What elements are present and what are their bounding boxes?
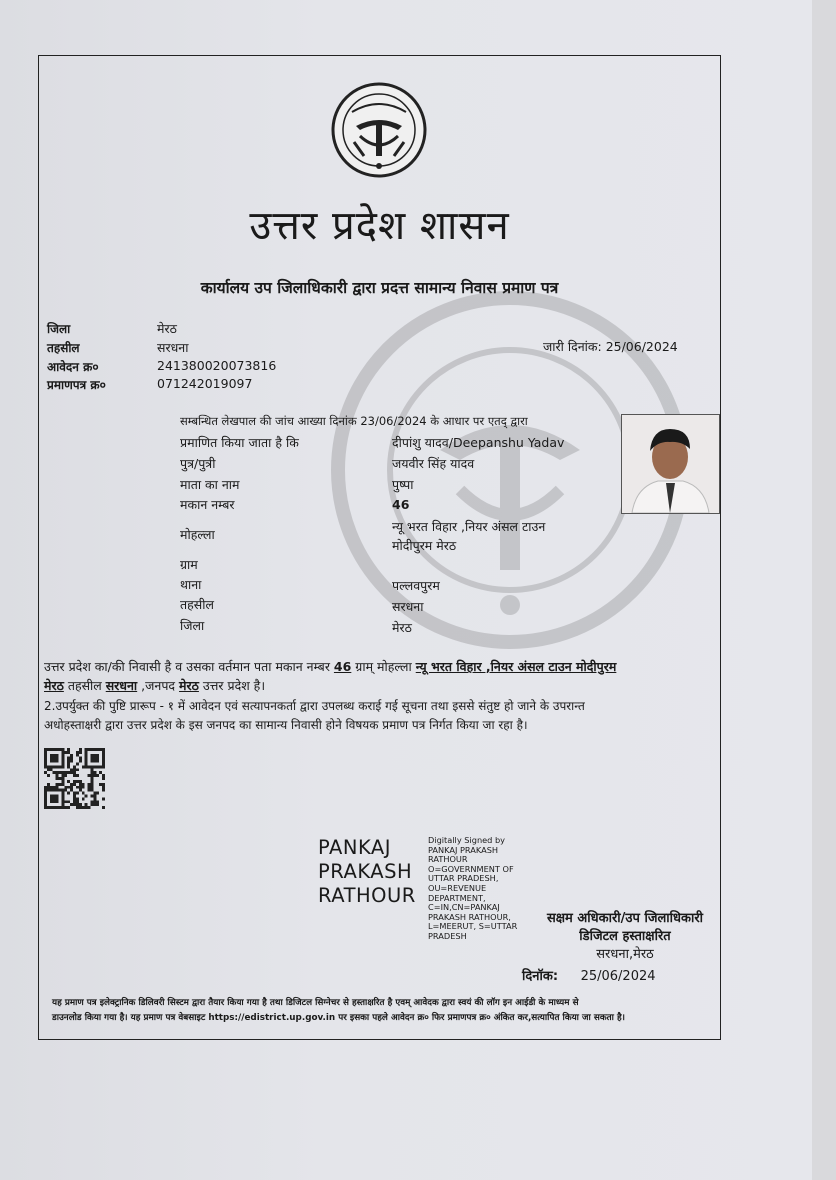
officer-date-label: दिनॉक: [522,969,559,984]
officer-date [522,968,656,986]
up-government-emblem-icon [330,82,428,178]
qr-code-icon[interactable] [44,748,105,809]
police-station-value: पल्लवपुरम [392,578,440,593]
mother-label: माता का नाम [180,477,240,492]
statement-text: उत्तर प्रदेश है। [198,678,266,693]
applicant-name: दीपांशु यादव/Deepanshu Yadav [392,435,565,450]
confirmation-statement [44,697,724,735]
applicant-photo [621,414,720,514]
signer-name-line-3: RATHOUR [318,884,416,907]
son-daughter-label: पुत्र/पुत्री [180,456,216,471]
application-number-label: आवेदन क्र० [47,360,99,374]
district-label: जिला [47,322,71,336]
house-number: 46 [392,497,410,512]
signature-meta-line: L=MEERUT, S=UTTAR [428,921,518,932]
digital-signature-details [428,836,528,942]
government-title: उत्तर प्रदेश शासन [249,203,510,249]
footer-note [52,996,712,1026]
signer-name-line-1: PANKAJ [318,836,391,859]
application-number-value: 241380020073816 [157,358,277,373]
signature-meta-line: DEPARTMENT, [428,892,486,903]
statement-text: ग्राम् मोहल्ला [351,659,416,674]
statement-text: तहसील [63,678,106,693]
signer-name [318,836,416,908]
statement-locality: न्यू भरत विहार ,नियर अंसल टाउन मोदीपुरम [415,659,617,674]
details-tehsil-value: सरधना [392,599,424,614]
certificate-subtitle: कार्यालय उप जिलाधिकारी द्वारा प्रदत्त सामान्य निवास प्रमाण पत्र [200,279,559,297]
confirmation-line-1: 2.उपर्युक्त की पुष्टि प्रारूप - १ में आवेदन एवं सत्यापनकर्ता द्वारा उपलब्ध कराई गई सूचना तथा इससे संतुष्ट हो जाने के उपरान्त [44,699,585,713]
statement-district: मेरठ [179,678,199,693]
signature-meta-line: Digitally Signed by [428,835,506,845]
officer-designation [530,910,720,964]
signature-meta-line: C=IN,CN=PANKAJ [428,902,500,913]
signature-meta-line: PRAKASH RATHOUR, [428,911,511,922]
statement-text: ,जनपद [137,678,180,693]
signature-meta-line: RATHOUR [428,854,468,865]
officer-line-1: सक्षम अधिकारी/उप जिलाधिकारी [546,911,704,926]
footer-line-2: डाउनलोड किया गया है। यह प्रमाण पत्र वेबसाइट https://edistrict.up.gov.in पर इसका पहले आवेदन क्र० फिर प्रमाणपत्र क्र० अंकित कर,सत्यापित किया जा सकता है। [52,1013,625,1023]
person-silhouette-icon [622,415,719,513]
mother-name: पुष्पा [392,477,414,492]
officer-date-value: 25/06/2024 [580,969,656,984]
village-label: ग्राम [180,557,198,572]
issue-date [543,338,678,355]
footer-line-1: यह प्रमाण पत्र इलेक्ट्रानिक डिलिवरी सिस्टम द्वारा तैयार किया गया है तथा डिजिटल सिग्नेचर से हस्ताक्षरित है एवम् आवेदक द्वारा स्वयं की लॉग इन आईडी के माध्यम से [52,998,579,1008]
father-name: जयवीर सिंह यादव [392,456,475,471]
issue-date-value: 25/06/2024 [605,339,678,354]
details-district-label: जिला [180,618,205,633]
police-station-label: थाना [180,577,202,592]
details-tehsil-label: तहसील [180,597,214,612]
signature-meta-line: O=GOVERNMENT OF [428,863,514,874]
statement-tehsil: सरधना [105,678,138,693]
tehsil-value: सरधना [157,340,189,355]
locality-line-2: मोदीपुरम मेरठ [392,538,457,553]
statement-locality-city: मेरठ [44,678,64,693]
certificate-number-label: प्रमाणपत्र क्र० [47,378,106,392]
house-label: मकान नम्बर [180,497,235,512]
statement-text: उत्तर प्रदेश का/की निवासी है व उसका वर्तमान पता मकान नम्बर [44,659,334,674]
statement-house-number: 46 [333,659,352,674]
signature-meta-line: UTTAR PRADESH, [428,873,499,884]
signature-meta-line: PANKAJ PRAKASH [428,844,499,855]
residence-statement [44,657,709,695]
locality-line-1: न्यू भरत विहार ,नियर अंसल टाउन [392,519,546,534]
issue-date-label: जारी दिनांक: [543,339,602,354]
certificate-number-value: 071242019097 [157,376,253,391]
district-value: मेरठ [157,321,177,336]
officer-location: सरधना,मेरठ [596,947,654,962]
signature-meta-line: OU=REVENUE [428,882,487,893]
locality-label: मोहल्ला [180,527,215,542]
signer-name-line-2: PRAKASH [318,860,413,883]
details-district-value: मेरठ [392,620,412,635]
tehsil-label: तहसील [47,341,80,355]
confirmation-line-2: अधोहस्ताक्षरी द्वारा उत्तर प्रदेश के इस जनपद का सामान्य निवासी होने विषयक प्रमाण पत्र निर्गत किया जा रहा है। [44,718,528,732]
certified-label: प्रमाणित किया जाता है कि [180,435,299,450]
signature-meta-line: PRADESH [428,930,467,941]
verification-intro: सम्बन्धित लेखपाल की जांच आख्या दिनांक 23/06/2024 के आधार पर एतद् द्वारा [180,414,528,428]
officer-line-2: डिजिटल हस्ताक्षरित [579,929,671,944]
